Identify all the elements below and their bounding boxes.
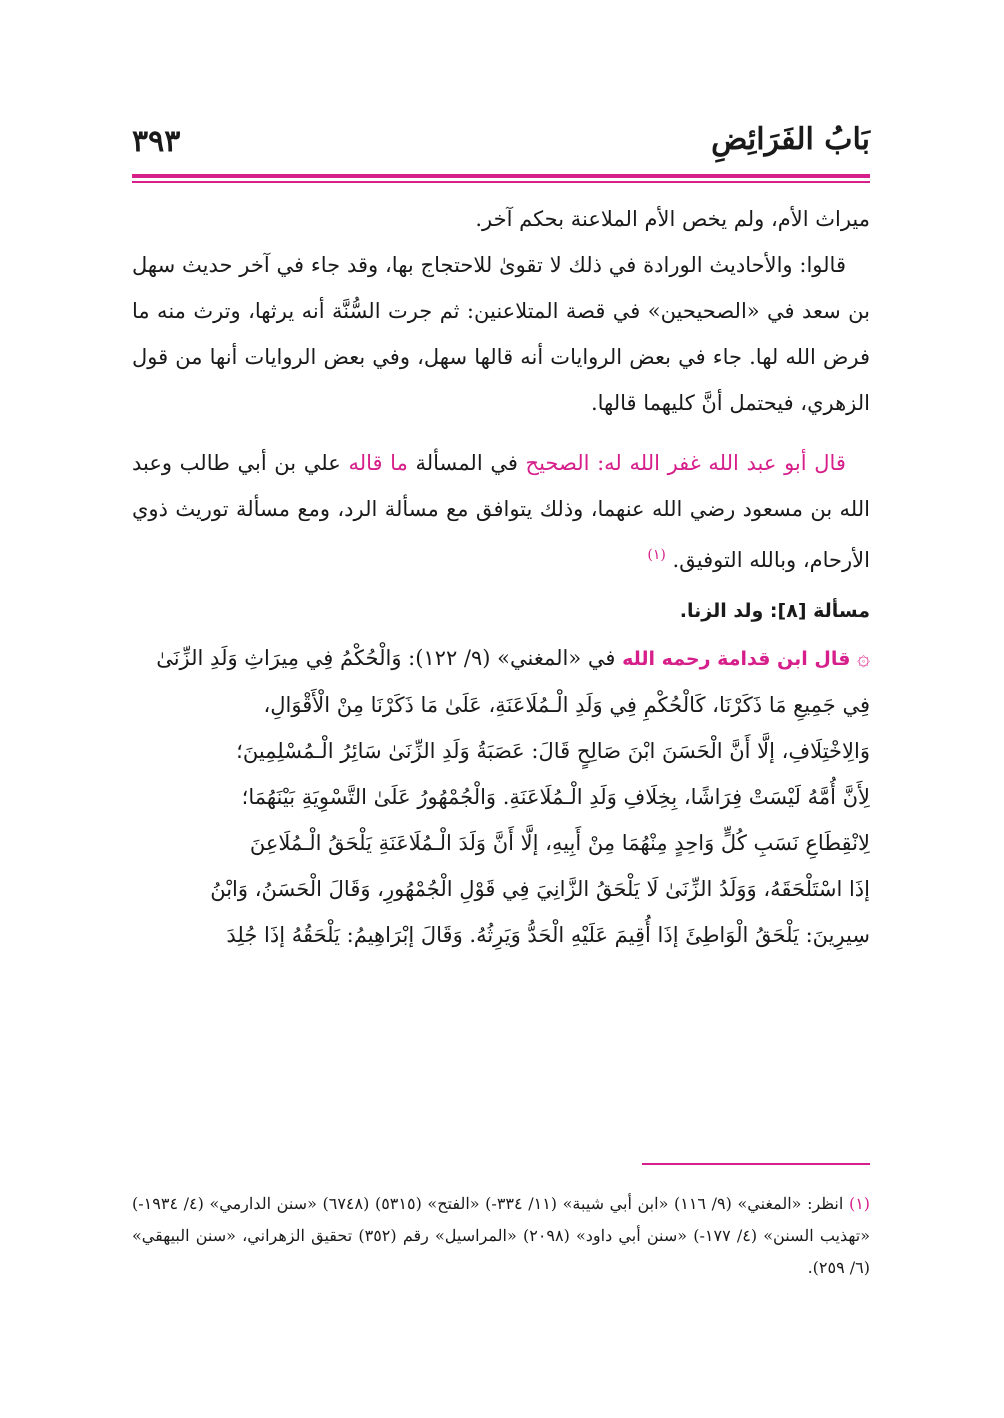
- quote-line: لِانْقِطَاعِ نَسَبِ كُلٍّ وَاحِدٍ مِنْهُمَا مِنْ أَبِيهِ، إلَّا أَنَّ وَلَدَ الْـمُلَاعَنَةِ يَلْحَقُ الْـمُلَاعِنَ: [249, 831, 870, 855]
- issue-title: ولد الزنا.: [679, 600, 764, 622]
- quote-line-text: في «المغني» (٩/ ١٢٢): وَالْحُكْمُ فِي مِيرَاثِ وَلَدِ الزِّنَىٰ: [156, 646, 616, 670]
- paragraph-3: [132, 440, 870, 583]
- page-header: [132, 120, 870, 172]
- spacer: [132, 426, 870, 440]
- footnote-rule: [642, 1163, 870, 1165]
- footnote-reference[interactable]: (١): [647, 547, 666, 563]
- rosette-icon: ۞: [857, 646, 870, 671]
- chapter-title: بَابُ الفَرَائِضِ: [711, 122, 870, 157]
- page-number: ٣٩٣: [132, 124, 181, 159]
- quote-line: وَالِاخْتِلَافِ، إلَّا أَنَّ الْحَسَنَ ابْنَ صَالِحٍ قَالَ: عَصَبَةُ وَلَدِ الزِّنَىٰ سَائِرُ الْـمُسْلِمِينَ؛: [236, 739, 870, 763]
- footnotes: [132, 1188, 870, 1284]
- issue-label: مسألة [٨]:: [769, 600, 870, 622]
- paragraph-3-text1: في المسألة: [415, 451, 518, 475]
- footnote-text: انظر: «المغني» (٩/ ١١٦) «ابن أبي شيبة» (١١/ ٣٣٤-) «الفتح» (٥٣١٥) (٦٧٤٨) «سنن الدارمي» (٤/ ١٩٣٤-) «تهذيب السنن» (٤/ ١٧٧-) «سنن أبي داود» (٢٠٩٨) «المراسيل» رقم (٣٥٢) تحقيق الزهراني، «سنن البيهقي» (٦/ ٢٥٩).: [132, 1194, 871, 1277]
- main-content: [132, 196, 870, 958]
- quote-line: لِأَنَّ أُمَّهُ لَيْسَتْ فِرَاشًا، بِخِلَافِ وَلَدِ الْـمُلَاعَنَةِ. وَالْجُمْهُورُ عَلَىٰ التَّسْوِيَةِ بَيْنَهُمَا؛: [241, 785, 870, 809]
- quote-line: إذَا اسْتَلْحَقَهُ، وَوَلَدُ الزِّنَىٰ لَا يَلْحَقُ الزَّانِيَ فِي قَوْلِ الْجُمْهُورِ، وَقَالَ الْحَسَنُ، وَابْنُ: [210, 877, 870, 901]
- sahih-label: الصحيح: [525, 451, 590, 475]
- quote-line: فِي جَمِيعِ مَا ذَكَرْنَا، كَالْحُكْمِ فِي وَلَدِ الْـمُلَاعَنَةِ، عَلَىٰ مَا ذَكَرْنَا مِنْ الْأَقْوَالِ،: [263, 693, 870, 717]
- author-speaker: قال أبو عبد الله غفر الله له:: [597, 451, 846, 475]
- paragraph-3-text2: علي بن أبي طالب وعبد الله بن مسعود رضي الله عنهما، وذلك يتوافق مع مسألة الرد، ومع مسألة توريث ذوي الأرحام، وبالله التوفيق.: [132, 451, 870, 572]
- quote-line: [132, 635, 870, 682]
- paragraph-2: قالوا: والأحاديث الورادة في ذلك لا تقوىٰ للاحتجاج بها، وقد جاء في آخر حديث سهل بن سعد في «الصحيحين» في قصة المتلاعنين: ثم جرت السُّنَّة أنه يرثها، وترث منه ما فرض الله لها. جاء في بعض الروايات أنه قالها سهل، وفي بعض الروايات أنها من قول الزهري، فيحتمل أنَّ كليهما قالها.: [132, 253, 870, 415]
- paragraph-1: ميراث الأم، ولم يخص الأم الملاعنة بحكم آخر.: [475, 207, 870, 231]
- footnote-number: (١): [848, 1194, 871, 1213]
- header-rule-thin: [132, 181, 870, 183]
- issue-heading: [132, 591, 870, 631]
- quote-block: [132, 635, 870, 958]
- quote-line: سِيرِينَ: يَلْحَقُ الْوَاطِئَ إذَا أُقِيمَ عَلَيْهِ الْحَدُّ وَيَرِثُهُ. وَقَالَ إبْرَاهِيمُ: يَلْحَقُهُ إذَا جُلِدَ: [226, 923, 870, 947]
- header-rule-thick: [132, 174, 870, 178]
- ma-qalah-label: ما قاله: [348, 451, 408, 475]
- quote-speaker: قال ابن قدامة رحمه الله: [622, 648, 851, 670]
